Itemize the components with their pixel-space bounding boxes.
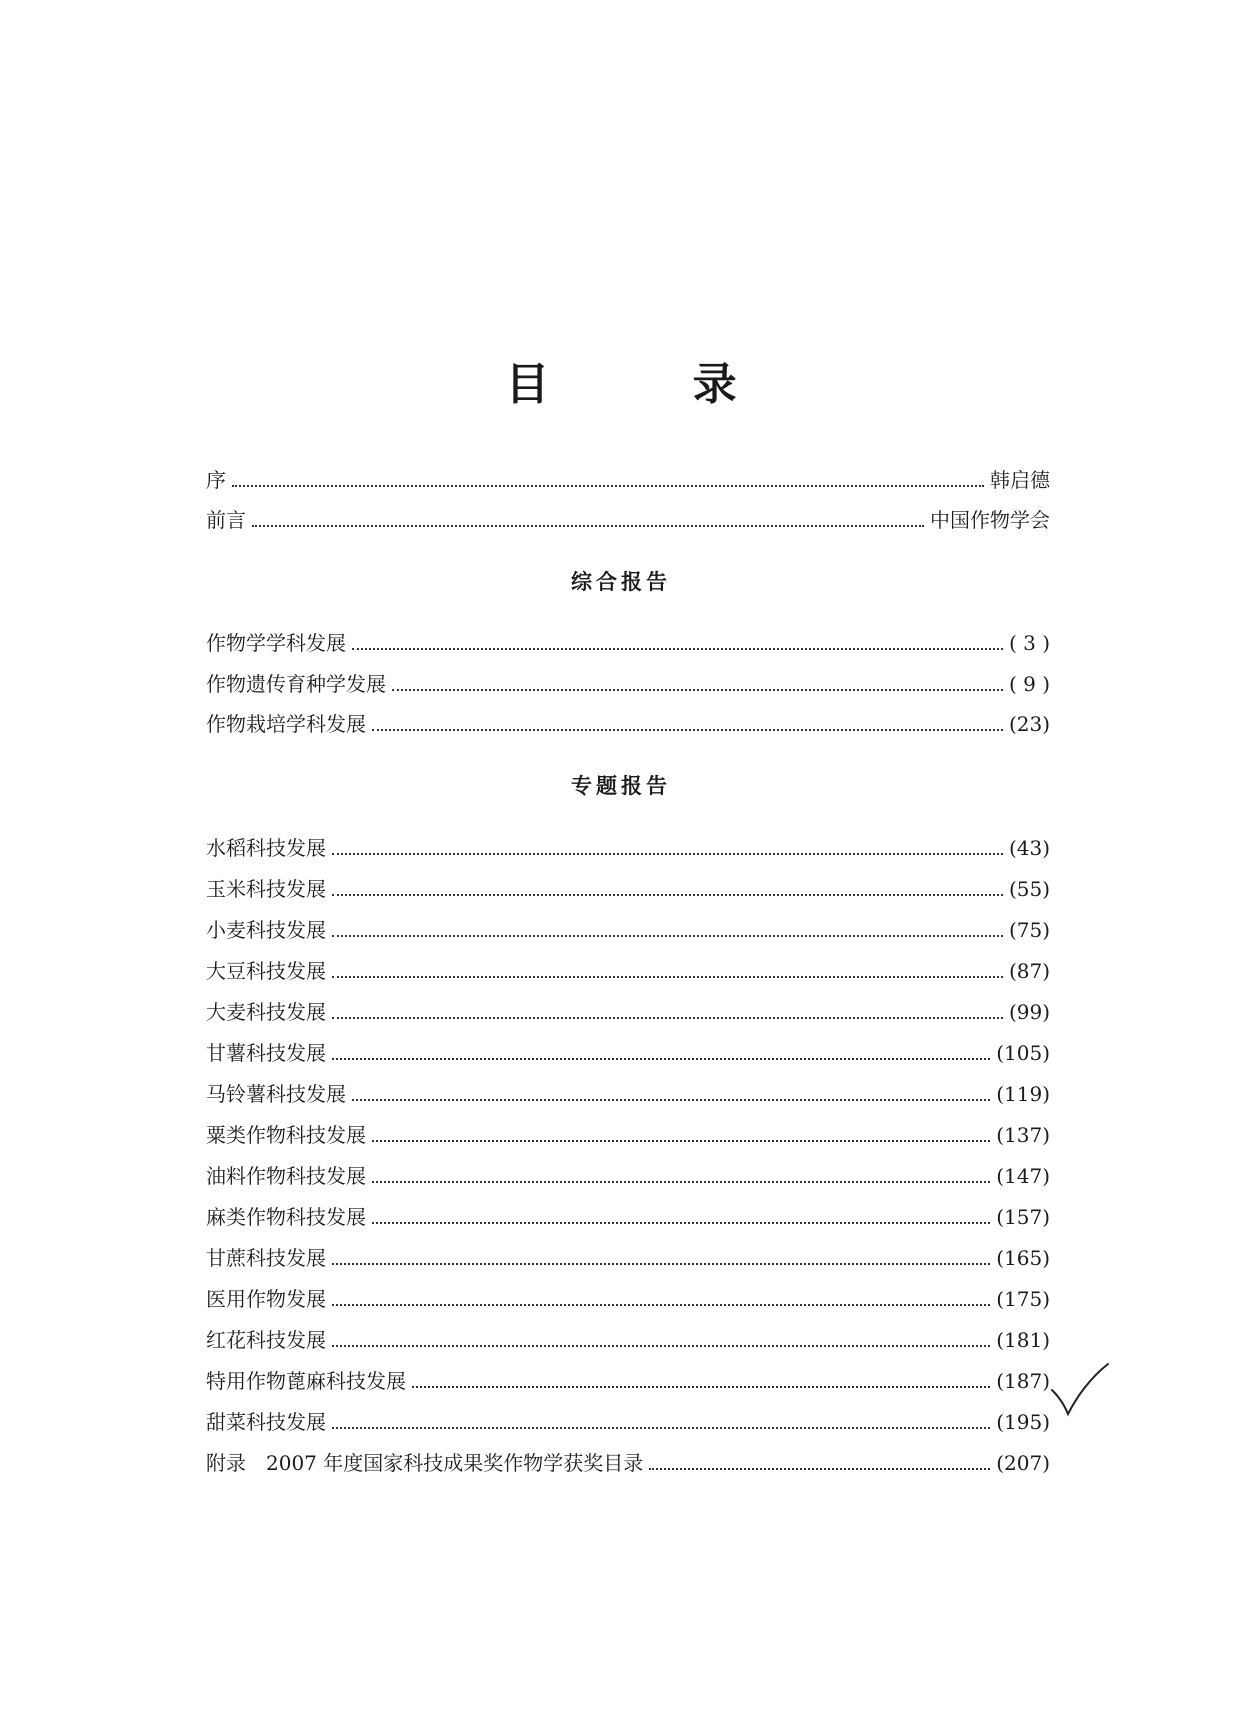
section-heading-comprehensive: 综合报告 [571, 570, 671, 594]
dot-leader [649, 1467, 990, 1470]
dot-leader [332, 852, 1003, 855]
toc-entry-page: (75) [1008, 918, 1050, 942]
toc-entry-page: (181) [996, 1328, 1050, 1352]
toc-entry-label: 特用作物蓖麻科技发展 [206, 1369, 406, 1393]
section-heading-special: 专题报告 [571, 774, 671, 798]
toc-entry-label: 作物遗传育种学发展 [206, 672, 386, 696]
dot-leader [412, 1385, 990, 1388]
toc-entry-label: 红花科技发展 [206, 1328, 326, 1352]
toc-entry[interactable] [206, 954, 1050, 988]
toc-entry[interactable] [206, 1241, 1050, 1275]
toc-entry-label: 作物栽培学科发展 [206, 712, 366, 736]
toc-entry[interactable] [206, 1159, 1050, 1193]
toc-entry-page: (187) [996, 1369, 1050, 1393]
page-title: 目 录 [505, 359, 801, 410]
dot-leader [372, 1180, 990, 1183]
dot-leader [332, 1057, 990, 1060]
dot-leader [332, 1344, 990, 1347]
toc-entry[interactable] [206, 995, 1050, 1029]
toc-entry-foreword[interactable] [206, 503, 1050, 537]
toc-entry-label: 大麦科技发展 [206, 1000, 326, 1024]
toc-entry-page: (137) [996, 1123, 1050, 1147]
dot-leader [352, 1098, 990, 1101]
toc-entry-label: 甜菜科技发展 [206, 1410, 326, 1434]
toc-entry-label: 附录 2007 年度国家科技成果奖作物学获奖目录 [206, 1451, 644, 1475]
dot-leader [352, 647, 1003, 650]
toc-entry[interactable] [206, 872, 1050, 906]
toc-entry-page: (87) [1008, 959, 1050, 983]
toc-entry-label: 序 [206, 468, 226, 492]
dot-leader [332, 934, 1003, 937]
toc-entry-label: 马铃薯科技发展 [206, 1082, 346, 1106]
toc-entry-label: 作物学学科发展 [206, 631, 346, 655]
toc-entry-page: (157) [996, 1205, 1050, 1229]
toc-entry[interactable] [206, 1364, 1050, 1398]
toc-entry-label: 甘薯科技发展 [206, 1041, 326, 1065]
toc-entry[interactable] [206, 707, 1050, 741]
toc-entry[interactable] [206, 1405, 1050, 1439]
dot-leader [252, 524, 924, 527]
toc-entry-label: 玉米科技发展 [206, 877, 326, 901]
toc-entry-page: (55) [1008, 877, 1050, 901]
handwritten-check-icon [1050, 1362, 1112, 1424]
toc-entry-author: 中国作物学会 [930, 508, 1050, 532]
toc-entry-preface[interactable] [206, 463, 1050, 497]
dot-leader [372, 1139, 990, 1142]
toc-entry-page: ( 9 ) [1008, 672, 1050, 696]
dot-leader [372, 1221, 990, 1224]
toc-entry-label: 水稻科技发展 [206, 836, 326, 860]
toc-entry-page: (119) [996, 1082, 1050, 1106]
toc-entry[interactable] [206, 1118, 1050, 1152]
toc-entry-page: (207) [996, 1451, 1050, 1475]
dot-leader [332, 975, 1003, 978]
toc-entry[interactable] [206, 1200, 1050, 1234]
dot-leader [332, 1426, 990, 1429]
dot-leader [232, 484, 984, 487]
toc-entry-page: (43) [1008, 836, 1050, 860]
toc-entry-page: (147) [996, 1164, 1050, 1188]
toc-entry-page: (175) [996, 1287, 1050, 1311]
toc-entry-label: 大豆科技发展 [206, 959, 326, 983]
toc-entry[interactable] [206, 626, 1050, 660]
toc-entry-label: 粟类作物科技发展 [206, 1123, 366, 1147]
toc-entry-page: (165) [996, 1246, 1050, 1270]
toc-entry[interactable] [206, 1036, 1050, 1070]
dot-leader [372, 728, 1003, 731]
toc-entry-appendix[interactable] [206, 1446, 1050, 1480]
toc-entry[interactable] [206, 913, 1050, 947]
toc-entry-label: 麻类作物科技发展 [206, 1205, 366, 1229]
toc-entry-page: (99) [1008, 1000, 1050, 1024]
toc-entry-page: (105) [996, 1041, 1050, 1065]
toc-entry-label: 医用作物发展 [206, 1287, 326, 1311]
toc-entry-page: (23) [1008, 712, 1050, 736]
toc-entry-label: 油料作物科技发展 [206, 1164, 366, 1188]
toc-entry-label: 甘蔗科技发展 [206, 1246, 326, 1270]
dot-leader [332, 1016, 1003, 1019]
dot-leader [332, 1262, 990, 1265]
toc-entry-page: ( 3 ) [1008, 631, 1050, 655]
dot-leader [392, 688, 1003, 691]
toc-entry[interactable] [206, 1282, 1050, 1316]
toc-entry-author: 韩启德 [990, 468, 1050, 492]
toc-entry[interactable] [206, 1323, 1050, 1357]
toc-entry[interactable] [206, 667, 1050, 701]
dot-leader [332, 893, 1003, 896]
toc-entry[interactable] [206, 831, 1050, 865]
toc-entry-label: 前言 [206, 508, 246, 532]
dot-leader [332, 1303, 990, 1306]
toc-entry-label: 小麦科技发展 [206, 918, 326, 942]
toc-entry[interactable] [206, 1077, 1050, 1111]
toc-entry-page: (195) [996, 1410, 1050, 1434]
